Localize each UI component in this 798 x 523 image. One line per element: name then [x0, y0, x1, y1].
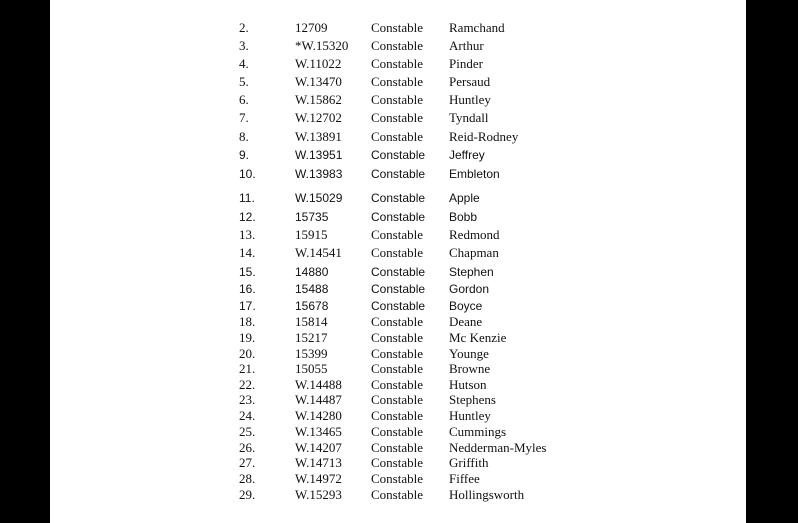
document-page [50, 0, 746, 523]
row-number: 2. [239, 20, 249, 35]
regimental-number: W.14207 [295, 440, 342, 455]
surname: Reid-Rodney [449, 129, 519, 144]
row-number: 23. [239, 392, 256, 407]
rank: Constable [371, 265, 426, 279]
rank: Constable [371, 455, 423, 470]
regimental-number: 15217 [295, 330, 328, 345]
surname: Stephens [449, 392, 496, 407]
row-number: 18. [239, 314, 256, 329]
regimental-number: W.13951 [295, 148, 343, 162]
rank: Constable [371, 38, 423, 53]
regimental-number: 15735 [295, 210, 329, 224]
regimental-number: W.11022 [295, 56, 342, 71]
surname: Younge [449, 346, 489, 361]
surname: Redmond [449, 227, 500, 242]
surname: Bobb [449, 210, 478, 224]
row-number: 22. [239, 377, 256, 392]
regimental-number: 15814 [295, 314, 328, 329]
regimental-number: W.14972 [295, 471, 342, 486]
row-number: 26. [239, 440, 256, 455]
surname: Cummings [449, 424, 507, 439]
rank: Constable [371, 471, 423, 486]
surname: Browne [449, 361, 491, 376]
row-number: 6. [239, 92, 249, 107]
rank: Constable [371, 361, 423, 376]
row-number: 12. [239, 210, 256, 224]
rank: Constable [371, 440, 423, 455]
regimental-number: W.14488 [295, 377, 342, 392]
rank: Constable [371, 346, 423, 361]
surname: Jeffrey [449, 148, 485, 162]
rank: Constable [371, 245, 423, 260]
row-number: 9. [239, 148, 250, 162]
rank: Constable [371, 191, 426, 205]
regimental-number: W.13465 [295, 424, 342, 439]
regimental-number: W.14280 [295, 408, 342, 423]
regimental-number: W.13470 [295, 74, 342, 89]
regimental-number: W.13983 [295, 167, 343, 181]
rank: Constable [371, 392, 423, 407]
row-number: 8. [239, 129, 249, 144]
rank: Constable [371, 330, 423, 345]
regimental-number: 15055 [295, 361, 328, 376]
row-number: 13. [239, 227, 256, 242]
surname: Boyce [449, 299, 483, 313]
rank: Constable [371, 227, 423, 242]
rank: Constable [371, 210, 426, 224]
surname: Chapman [449, 245, 499, 260]
row-number: 3. [239, 38, 249, 53]
regimental-number: 15488 [295, 282, 329, 296]
rank: Constable [371, 408, 423, 423]
rank: Constable [371, 92, 423, 107]
surname: Apple [449, 191, 480, 205]
row-number: 7. [239, 110, 249, 125]
rank: Constable [371, 314, 423, 329]
row-number: 17. [239, 299, 256, 313]
row-number: 28. [239, 471, 256, 486]
row-number: 4. [239, 56, 249, 71]
regimental-number: W.14713 [295, 455, 342, 470]
rank: Constable [371, 148, 426, 162]
surname: Ramchand [449, 20, 505, 35]
surname: Fiffee [449, 471, 480, 486]
regimental-number: 14880 [295, 265, 329, 279]
row-number: 20. [239, 346, 256, 361]
row-number: 25. [239, 424, 256, 439]
row-number: 10. [239, 167, 256, 181]
surname: Griffith [449, 455, 489, 470]
surname: Pinder [449, 56, 483, 71]
rank: Constable [371, 487, 423, 502]
regimental-number: 12709 [295, 20, 328, 35]
surname: Embleton [449, 167, 500, 181]
rank: Constable [371, 56, 423, 71]
rank: Constable [371, 282, 426, 296]
regimental-number: W.13891 [295, 129, 342, 144]
row-number: 24. [239, 408, 256, 423]
surname: Persaud [449, 74, 491, 89]
rank: Constable [371, 167, 426, 181]
surname: Gordon [449, 282, 490, 296]
regimental-number: W.15293 [295, 487, 342, 502]
row-number: 16. [239, 282, 256, 296]
regimental-number: 15399 [295, 346, 328, 361]
surname: Nedderman-Myles [449, 440, 547, 455]
surname: Stephen [449, 265, 494, 279]
surname: Arthur [449, 38, 484, 53]
row-number: 19. [239, 330, 256, 345]
regimental-number: *W.15320 [295, 38, 349, 53]
surname: Mc Kenzie [449, 330, 507, 345]
regimental-number: W.15029 [295, 191, 343, 205]
surname: Deane [449, 314, 483, 329]
rank: Constable [371, 20, 423, 35]
regimental-number: W.15862 [295, 92, 342, 107]
regimental-number: W.14487 [295, 392, 342, 407]
row-number: 29. [239, 487, 256, 502]
surname: Huntley [449, 92, 491, 107]
regimental-number: 15678 [295, 299, 329, 313]
row-number: 15. [239, 265, 256, 279]
row-number: 21. [239, 361, 256, 376]
regimental-number: 15915 [295, 227, 328, 242]
row-number: 11. [239, 191, 255, 205]
rank: Constable [371, 129, 423, 144]
regimental-number: W.14541 [295, 245, 342, 260]
row-number: 27. [239, 455, 256, 470]
row-number: 5. [239, 74, 249, 89]
rank: Constable [371, 74, 423, 89]
rank: Constable [371, 424, 423, 439]
surname: Tyndall [449, 110, 489, 125]
rank: Constable [371, 299, 426, 313]
rank: Constable [371, 377, 423, 392]
row-number: 14. [239, 245, 256, 260]
surname: Hollingsworth [449, 487, 525, 502]
surname: Hutson [449, 377, 487, 392]
surname: Huntley [449, 408, 491, 423]
rank: Constable [371, 110, 423, 125]
regimental-number: W.12702 [295, 110, 342, 125]
